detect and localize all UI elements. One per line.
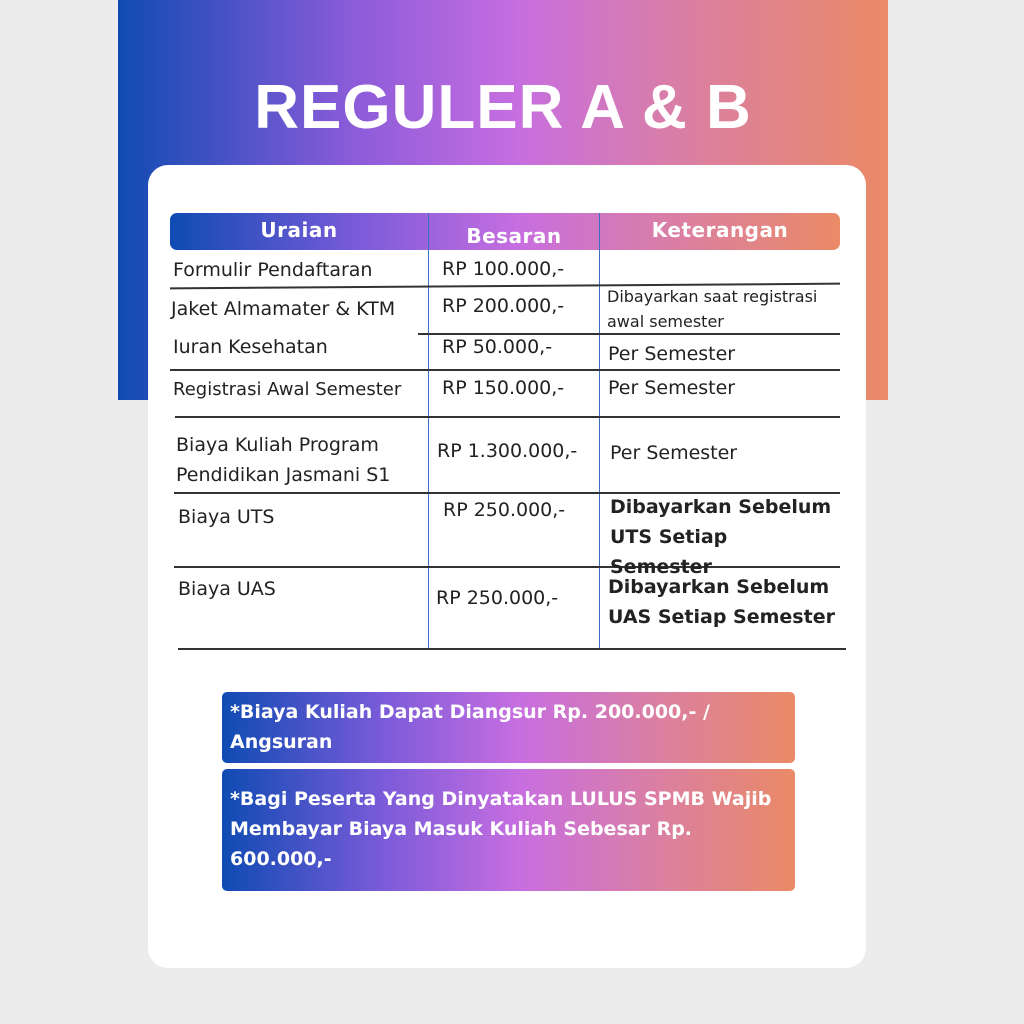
table-cell-besaran: RP 150.000,- xyxy=(442,377,565,399)
table-cell-keterangan: Per Semester xyxy=(610,442,738,464)
row-divider xyxy=(170,369,840,371)
table-cell-besaran: RP 100.000,- xyxy=(442,258,565,280)
table-cell-uraian: Formulir Pendaftaran xyxy=(173,259,373,281)
installment-note: *Biaya Kuliah Dapat Diangsur Rp. 200.000,- / Angsuran xyxy=(222,692,795,763)
header-besaran: Besaran xyxy=(466,224,562,248)
table-cell-besaran: RP 1.300.000,- xyxy=(437,440,578,462)
column-divider xyxy=(599,213,600,649)
column-divider xyxy=(428,213,429,649)
table-cell-uraian: Biaya UAS xyxy=(178,578,276,600)
header-uraian: Uraian xyxy=(260,218,338,242)
page-title: REGULER A & B xyxy=(254,73,752,142)
admission-note: *Bagi Peserta Yang Dinyatakan LULUS SPMB Wajib Membayar Biaya Masuk Kuliah Sebesar Rp. 600.000,- xyxy=(222,769,795,891)
table-cell-uraian: Jaket Almamater & KTM xyxy=(171,298,396,320)
table-cell-uraian: Biaya Kuliah Program Pendidikan Jasmani S1 xyxy=(176,434,391,486)
table-cell-besaran: RP 200.000,- xyxy=(442,295,565,317)
table-cell-keterangan: Dibayarkan saat registrasi awal semester xyxy=(607,287,818,331)
table-cell-keterangan: Dibayarkan Sebelum UTS Setiap Semester xyxy=(610,496,832,578)
table-cell-keterangan: Per Semester xyxy=(608,377,736,399)
table-cell-besaran: RP 250.000,- xyxy=(436,587,559,609)
table-cell-uraian: Iuran Kesehatan xyxy=(173,336,328,358)
row-divider xyxy=(178,648,846,650)
table-cell-keterangan: Per Semester xyxy=(608,343,736,365)
table-cell-besaran: RP 250.000,- xyxy=(443,499,566,521)
table-cell-besaran: RP 50.000,- xyxy=(442,336,553,358)
table-cell-uraian: Biaya UTS xyxy=(178,506,275,528)
header-keterangan: Keterangan xyxy=(651,218,789,242)
table-cell-uraian: Registrasi Awal Semester xyxy=(173,379,402,400)
table-cell-keterangan: Dibayarkan Sebelum UAS Setiap Semester xyxy=(608,576,835,628)
row-divider xyxy=(175,416,840,418)
